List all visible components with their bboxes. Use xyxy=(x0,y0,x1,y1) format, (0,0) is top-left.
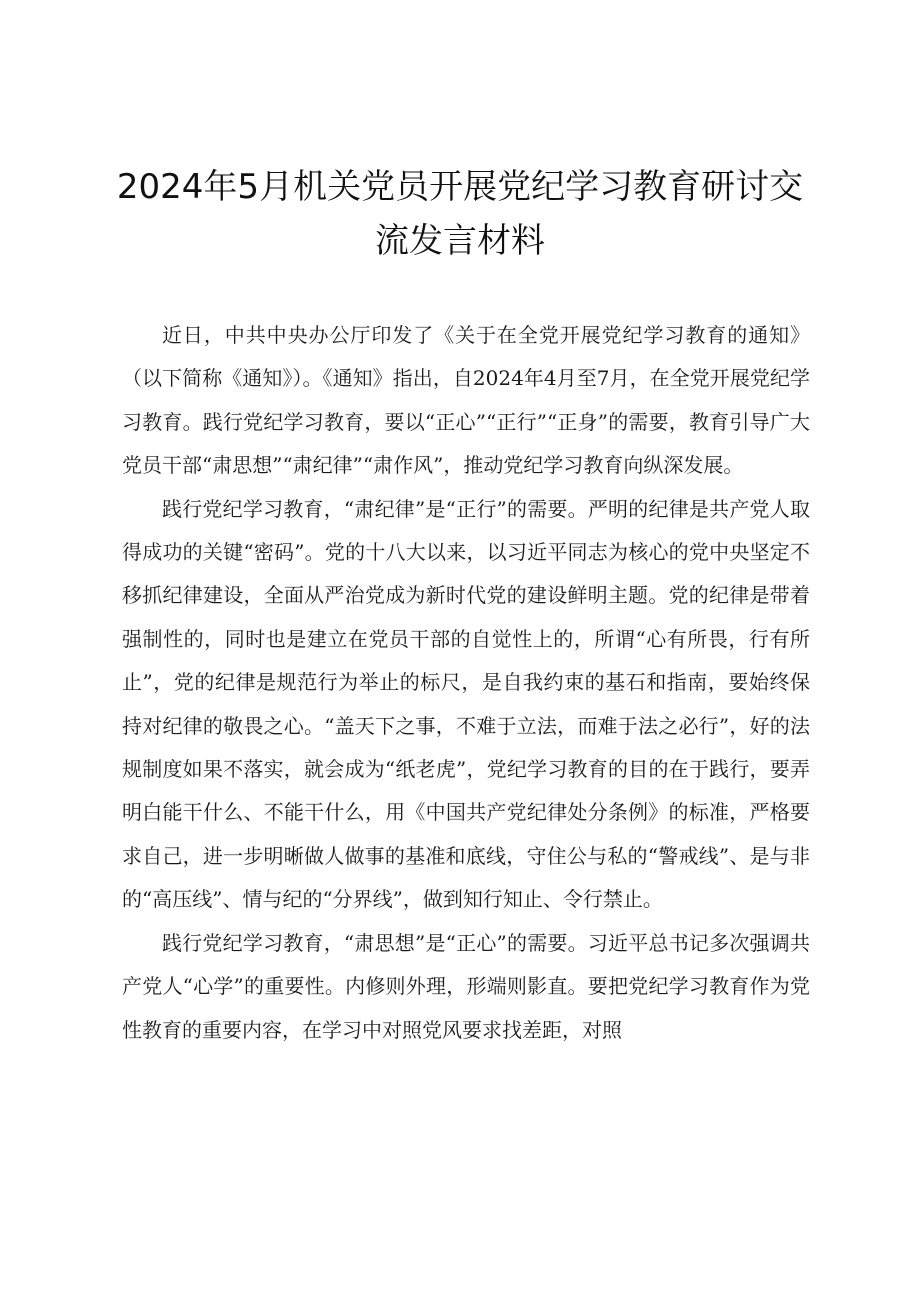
paragraph-discipline: 践行党纪学习教育，“肃纪律”是“正行”的需要。严明的纪律是共产党人取得成功的关键“密码”。党的十八大以来，以习近平同志为核心的党中央坚定不移抓纪律建设，全面从严治党成为新时代党的建设鲜明主题。党的纪律是带着强制性的，同时也是建立在党员干部的自觉性上的，所谓“心有所畏，行有所止”，党的纪律是规范行为举止的标尺，是自我约束的基石和指南，要始终保持对纪律的敬畏之心。“盖天下之事，不难于立法，而难于法之必行”，好的法规制度如果不落实，就会成为“纸老虎”，党纪学习教育的目的在于践行，要弄明白能干什么、不能干什么，用《中国共产党纪律处分条例》的标准，严格要求自己，进一步明晰做人做事的基准和底线，守住公与私的“警戒线”、是与非的“高压线”、情与纪的“分界线”，做到知行知止、令行禁止。 xyxy=(122,496,810,912)
paragraph-intro: 近日，中共中央办公厅印发了《关于在全党开展党纪学习教育的通知》（以下简称《通知》）。《通知》指出，自2024年4月至7月，在全党开展党纪学习教育。践行党纪学习教育，要以“正心”“正行”“正身”的需要，教育引导广大党员干部“肃思想”“肃纪律”“肃作风”，推动党纪学习教育向纵深发展。 xyxy=(122,323,810,478)
document-title: 2024年5月机关党员开展党纪学习教育研讨交流发言材料 xyxy=(116,167,804,261)
document-body xyxy=(122,314,810,1052)
paragraph-thought: 践行党纪学习教育，“肃思想”是“正心”的需要。习近平总书记多次强调共产党人“心学”的重要性。内修则外理，形端则影直。要把党纪学习教育作为党性教育的重要内容，在学习中对照党风要求找差距，对照 xyxy=(122,930,810,1042)
